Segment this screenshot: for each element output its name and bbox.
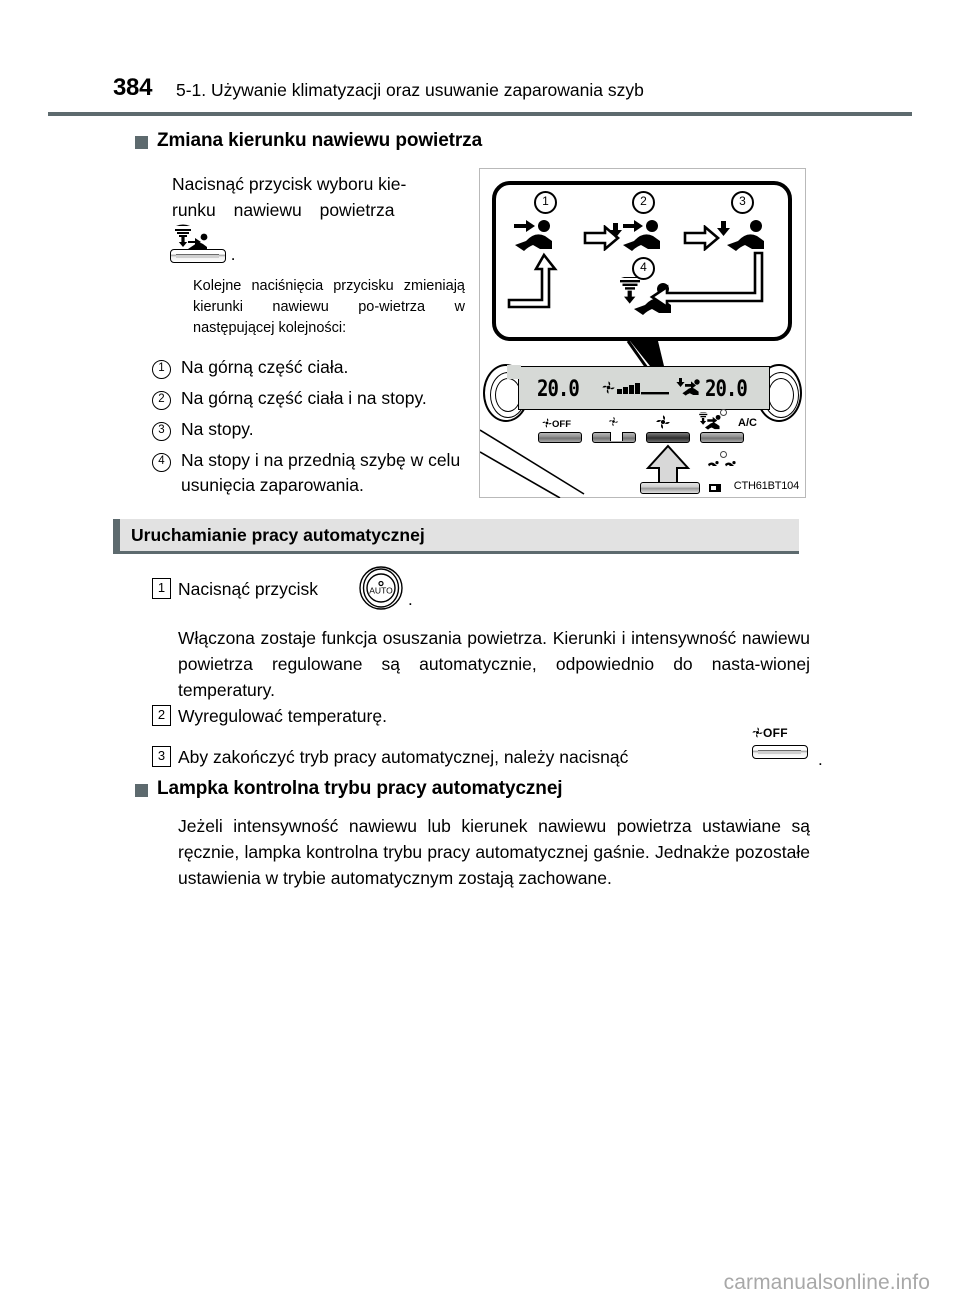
page-number: 384	[113, 74, 153, 101]
watermark: carmanualsonline.info	[723, 1271, 930, 1294]
list-item	[152, 448, 492, 498]
circled-number-3: 3	[152, 422, 171, 441]
step-number-2: 2	[152, 705, 171, 726]
fan-low-icon	[608, 416, 619, 427]
airflow-intro-line1: Nacisnąć przycisk wyboru kie-	[172, 174, 407, 194]
fan-high-icon	[656, 415, 670, 429]
lcd-temp-left: 20.0	[537, 376, 579, 402]
airflow-feet-icon	[716, 217, 778, 253]
section-bar-accent	[113, 519, 120, 551]
header-divider	[48, 112, 912, 116]
svg-text:AUTO: AUTO	[369, 585, 393, 596]
header-section-title: 5-1. Używanie klimatyzacji oraz usuwanie zaparowania szyb	[176, 80, 644, 100]
mode-label-4: Na stopy i na przednią szybę w celu usunięcia zaparowania.	[181, 450, 461, 495]
fan-speed-button[interactable]	[592, 432, 636, 443]
circled-number-2: 2	[152, 391, 171, 410]
off-label-inline: OFF	[763, 726, 788, 740]
fan-off-button-graphic[interactable]	[752, 726, 808, 761]
fan-speed-bars	[617, 379, 671, 397]
section-bar-auto-operation	[113, 519, 799, 551]
step-1-note: Włączona zostaje funkcja osuszania powietrza. Kierunki i intensywność nawiewu powietrza regulowane są automatycznie, odpowiednio do nasta-wionej temperatury.	[178, 628, 810, 700]
diagram-loop-arrows	[500, 249, 785, 339]
airflow-mode-button[interactable]	[646, 432, 690, 443]
airflow-mode-pill-button[interactable]: .	[170, 245, 235, 265]
lcd-temp-right: 20.0	[705, 376, 747, 402]
fan-small-icon-2	[752, 727, 763, 738]
auto-button-icon	[358, 565, 404, 611]
heading-auto-indicator-lamp	[135, 778, 562, 800]
airflow-mode-list	[152, 355, 492, 504]
step-number-1: 1	[152, 578, 171, 599]
step-number-3: 3	[152, 746, 171, 767]
section-bar-underline	[113, 551, 799, 554]
diagram-number-3: 3	[731, 191, 754, 214]
heading-airflow-direction-label: Zmiana kierunku nawiewu powietrza	[157, 130, 483, 151]
airflow-intro-line2: runku nawiewu powietrza	[172, 200, 395, 220]
airflow-upper-body-icon	[512, 217, 574, 253]
console-contour-lines	[480, 416, 590, 498]
step-1-text: Nacisnąć przycisk	[178, 579, 319, 599]
list-item	[152, 417, 492, 442]
climate-lcd-display	[518, 366, 770, 410]
step-3-text: Aby zakończyć tryb pracy automatycznej, należy nacisnąć	[178, 747, 629, 767]
mode-label-3: Na stopy.	[181, 419, 254, 439]
auto-button-graphic[interactable]	[358, 565, 404, 616]
heading-auto-indicator-lamp-label: Lampka kontrolna trybu pracy automatycznej	[157, 778, 563, 799]
recirc-indicator-led	[720, 451, 727, 458]
ac-button[interactable]	[700, 432, 744, 443]
airflow-order-note: Kolejne naciśnięcia przycisku zmieniają kierunki nawiewu po-wietrza w następującej kolejności:	[193, 278, 465, 336]
airflow-illustration-panel	[479, 168, 806, 498]
diagram-number-1: 1	[534, 191, 557, 214]
fan-icon	[602, 381, 615, 394]
auto-indicator-lamp-body: Jeżeli intensywność nawiewu lub kierunek nawiewu powietrza ustawiane są ręcznie, lampka kontrolna trybu pracy automatycznej gaśnie. Jednakże pozostałe ustawienia w trybie automatycznym zostają zachowane.	[178, 816, 810, 888]
off-pill-button[interactable]	[752, 745, 808, 759]
circled-number-1: 1	[152, 360, 171, 379]
mode-label-2: Na górną część ciała i na stopy.	[181, 388, 427, 408]
step-3-period: .	[818, 750, 823, 769]
heading-airflow-direction	[135, 130, 482, 152]
ac-button-label: A/C	[738, 417, 757, 429]
air-recirculation-icons	[706, 460, 740, 473]
diagram-number-2: 2	[632, 191, 655, 214]
off-text: OFF	[552, 419, 571, 430]
square-bullet-icon-2	[135, 784, 148, 797]
step-1-period: .	[408, 590, 413, 609]
mode-label-1: Na górną część ciała.	[181, 357, 349, 377]
lcd-airflow-mode-icon	[676, 377, 702, 397]
circled-number-4: 4	[152, 453, 171, 472]
airflow-mode-button-icon	[698, 412, 722, 430]
climate-control-panel	[480, 354, 805, 497]
list-item	[152, 386, 492, 411]
illustration-code: CTH61BT104	[733, 480, 799, 492]
ac-indicator-led	[720, 409, 727, 416]
off-graphic-label	[752, 726, 808, 740]
panel-badge-icon	[708, 482, 722, 494]
step-2-text: Wyregulować temperaturę.	[178, 706, 387, 726]
diagram-number-4: 4	[632, 257, 655, 280]
section-bar-label: Uruchamianie pracy automatycznej	[131, 525, 425, 545]
list-item	[152, 355, 492, 380]
square-bullet-icon	[135, 136, 148, 149]
airflow-upper-and-feet-icon	[608, 217, 674, 253]
mode-rocker-button[interactable]	[640, 482, 700, 494]
